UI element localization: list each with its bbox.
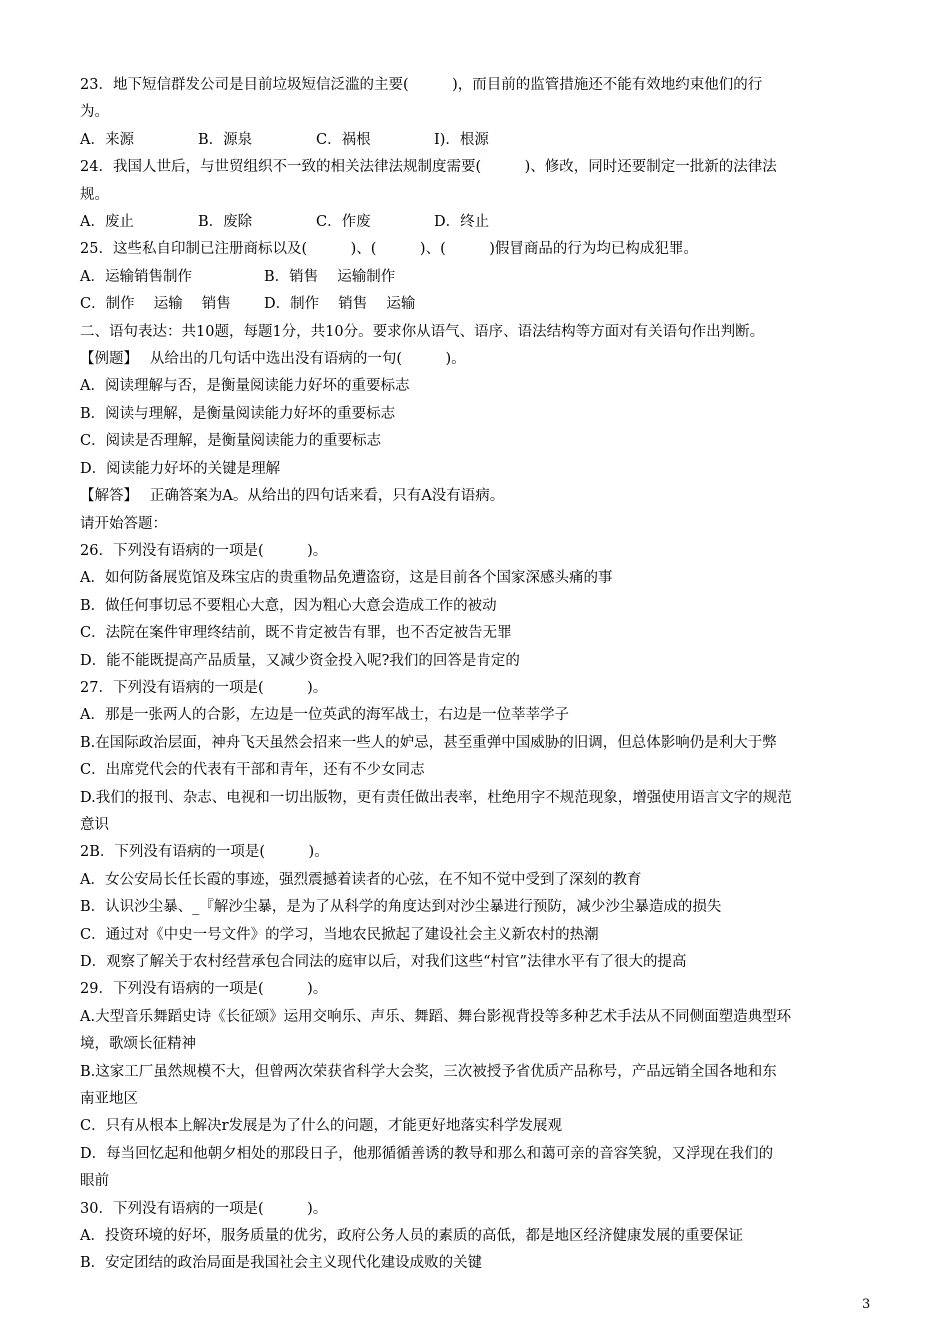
text-line: B.在国际政治层面，神舟飞天虽然会招来一些人的妒忌，甚至重弹中国威胁的旧调，但总体影响仍是利大于弊: [80, 734, 777, 751]
text-line: 2B．下列没有语病的一项是( )。: [80, 844, 329, 861]
option-choice: D．终止: [434, 214, 490, 231]
text-line: A．如何防备展览馆及珠宝店的贵重物品免遭盗窃，这是目前各个国家深感头痛的事: [80, 570, 613, 587]
text-line: 25．这些私自印制已注册商标以及( )、( )、( )假冒商品的行为均已构成犯罪。: [80, 241, 698, 258]
option-choice: A．运输销售制作: [80, 268, 192, 285]
option-choice: C．祸根: [316, 131, 371, 148]
text-line: 26．下列没有语病的一项是( )。: [80, 542, 328, 559]
text-line: D．观察了解关于农村经营承包合同法的庭审以后，对我们这些“村官”法律水平有了很大的提高: [80, 954, 687, 970]
page-number: 3: [862, 1297, 871, 1312]
text-line: 南亚地区: [80, 1091, 138, 1108]
option-choice: A．来源: [80, 131, 134, 148]
text-line: 请开始答题：: [80, 515, 167, 532]
text-line: 29．下列没有语病的一项是( )。: [80, 981, 328, 998]
text-line: D．能不能既提高产品质量，又减少资金投入呢?我们的回答是肯定的: [80, 652, 520, 669]
text-line: 为。: [80, 104, 109, 121]
text-line: D．阅读能力好坏的关键是理解: [80, 460, 281, 477]
text-line: A．阅读理解与否，是衡量阅读能力好坏的重要标志: [80, 378, 410, 395]
option-choice: B．废除: [198, 214, 253, 231]
text-line: B．安定团结的政治局面是我国社会主义现代化建设成败的关键: [80, 1255, 483, 1272]
option-choice: C．制作 运输 销售: [80, 296, 231, 313]
text-line: 23．地下短信群发公司是目前垃圾短信泛滥的主要( )，而目前的监管措施还不能有效地约束他们的行: [80, 77, 763, 93]
text-line: C．出席党代会的代表有干部和青年，还有不少女同志: [80, 762, 425, 779]
option-row: [80, 291, 874, 318]
text-line: D．每当回忆起和他朝夕相处的那段日子，他那循循善诱的教导和那么和蔼可亲的音容笑貌，又浮现在我们的: [80, 1145, 774, 1162]
option-choice: C．作废: [316, 214, 371, 231]
text-line: A．女公安局长任长霞的事迹，强烈震撼着读者的心弦，在不知不觉中受到了深刻的教育: [80, 871, 642, 888]
text-line: 二、语句表达：共10题，每题1分，共10分。要求你从语气、语序、语法结构等方面对有关语句作出判断。: [80, 323, 765, 340]
text-line: 24．我国人世后，与世贸组织不一致的相关法律法规制度需要( )、修改，同时还要制定一批新的法律法: [80, 159, 777, 176]
text-line: C．法院在案件审理终结前，既不肯定被告有罪，也不否定被告无罪: [80, 625, 512, 642]
text-line: 【例题】 从给出的几句话中选出没有语病的一句( )。: [80, 351, 466, 368]
text-line: C．通过对《中史一号文件》的学习，当地农民掀起了建设社会主义新农村的热潮: [80, 926, 599, 943]
option-choice: D．制作 销售 运输: [264, 296, 416, 313]
text-line: A．投资环境的好坏，服务质量的优劣，政府公务人员的素质的高低，都是地区经济健康发展的重要保证: [80, 1228, 743, 1245]
text-line: B．阅读与理解，是衡量阅读能力好坏的重要标志: [80, 405, 396, 422]
text-line: 30．下列没有语病的一项是( )。: [80, 1200, 328, 1217]
text-line: C．只有从根本上解决r发展是为了什么的问题，才能更好地落实科学发展观: [80, 1118, 563, 1135]
option-choice: B．销售 运输制作: [264, 268, 396, 285]
text-line: A．那是一张两人的合影，左边是一位英武的海军战士，右边是一位莘莘学子: [80, 707, 569, 724]
option-choice: B．源泉: [198, 131, 253, 148]
text-line: C．阅读是否理解，是衡量阅读能力的重要标志: [80, 433, 382, 450]
text-line: A.大型音乐舞蹈史诗《长征颂》运用交响乐、声乐、舞蹈、舞台影视背投等多种艺术手法从不同侧面塑造典型环: [80, 1008, 792, 1025]
option-choice: I)．根源: [434, 131, 489, 148]
option-choice: A．废止: [80, 214, 134, 231]
text-line: 27．下列没有语病的一项是( )。: [80, 679, 328, 696]
text-line: 规。: [80, 186, 109, 203]
option-row: [80, 209, 874, 236]
text-line: B.这家工厂虽然规模不大，但曾两次荣获省科学大会奖，三次被授予省优质产品称号，产品远销全国各地和东: [80, 1063, 777, 1080]
text-line: B．做任何事切忌不要粗心大意，因为粗心大意会造成工作的被动: [80, 597, 497, 614]
document-body: [80, 72, 874, 1278]
text-line: 眼前: [80, 1173, 109, 1190]
text-line: 意识: [80, 816, 109, 833]
text-line: 境，歌颂长征精神: [80, 1036, 196, 1053]
option-row: [80, 264, 874, 291]
option-row: [80, 127, 874, 154]
text-line: D.我们的报刊、杂志、电视和一切出版物，更有责任做出表率，杜绝用字不规范现象，增强使用语言文字的规范: [80, 789, 792, 806]
text-line: 【解答】 正确答案为A。从给出的四句话来看，只有A没有语病。: [80, 488, 505, 505]
text-line: B．认识沙尘暴、_『解沙尘暴，是为了从科学的角度达到对沙尘暴进行预防，减少沙尘暴造成的损失: [80, 899, 722, 916]
